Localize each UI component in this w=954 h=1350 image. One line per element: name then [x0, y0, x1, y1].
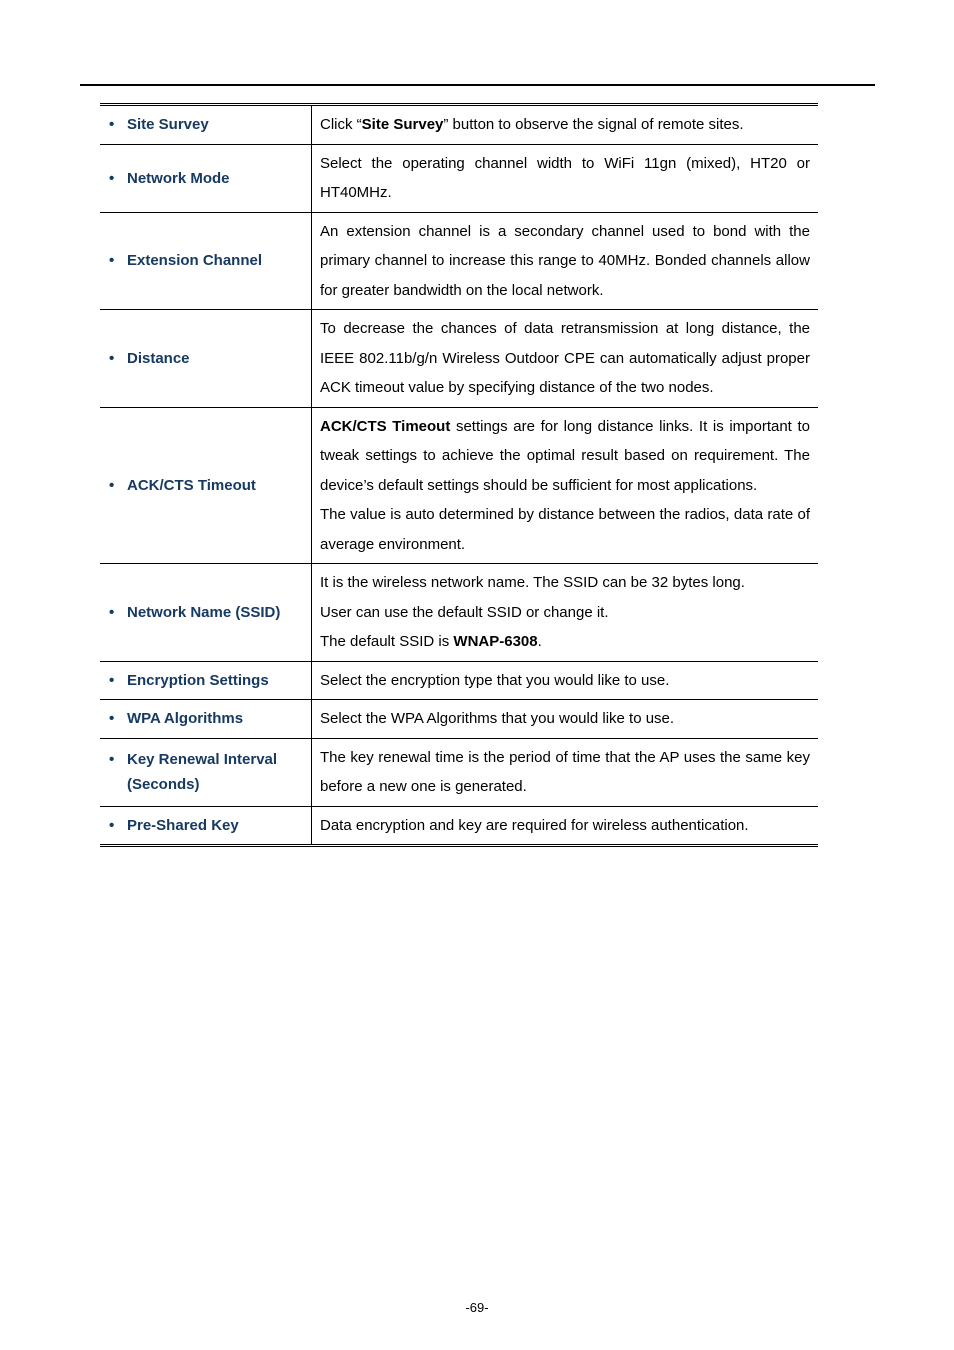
bullet-item [108, 112, 303, 137]
parameter-description [312, 738, 819, 806]
bullet-item [108, 473, 303, 498]
bullet-icon: • [109, 252, 115, 270]
table-row [100, 661, 818, 700]
parameter-name-cell [100, 806, 312, 846]
header-rule [80, 84, 875, 86]
parameter-name: WPA Algorithms [127, 710, 244, 728]
parameter-description [312, 661, 819, 700]
bullet-item [108, 706, 303, 731]
table-row [100, 806, 818, 846]
parameter-description [312, 212, 819, 310]
table-row [100, 310, 818, 408]
parameter-name-cell [100, 700, 312, 739]
parameter-description [312, 407, 819, 564]
parameter-description [312, 700, 819, 739]
parameter-name-cell [100, 738, 312, 806]
parameter-name: Pre-Shared Key [127, 816, 239, 834]
description-text: Select the operating channel width to WiFi 11gn (mixed), HT20 or HT40MHz. [320, 154, 810, 201]
table-row [100, 105, 818, 145]
description-text: Select the encryption type that you would like to use. [320, 671, 670, 689]
page-number: -69- [465, 1300, 489, 1315]
parameter-name-cell [100, 310, 312, 408]
bullet-icon: • [109, 349, 115, 367]
bullet-item [108, 600, 303, 625]
description-text: The key renewal time is the period of time that the AP uses the same key before a new one is generated. [320, 748, 810, 795]
description-text: To decrease the chances of data retransmission at long distance, the IEEE 802.11b/g/n Wireless Outdoor CPE can automatically adjust proper ACK timeout value by specifying distance of the two nodes. [320, 320, 810, 396]
bullet-icon: • [109, 816, 115, 834]
bullet-icon: • [109, 476, 115, 494]
bullet-item [108, 813, 303, 838]
description-text: . [537, 633, 542, 650]
parameter-name-cell [100, 105, 312, 145]
bullet-icon: • [109, 116, 115, 134]
parameter-name: Distance [127, 349, 190, 367]
parameter-name: Network Name (SSID) [127, 603, 281, 621]
parameter-description [312, 105, 819, 145]
parameter-name: Encryption Settings [127, 671, 269, 689]
description-text: Data encryption and key are required for wireless authentication. [320, 816, 749, 834]
parameter-name-cell [100, 212, 312, 310]
bullet-item [108, 248, 303, 273]
parameter-name: Extension Channel [127, 252, 263, 270]
description-bold-text: Site Survey [361, 116, 444, 133]
bullet-icon: • [109, 671, 115, 689]
parameter-description [312, 564, 819, 662]
bullet-item [108, 747, 303, 797]
table-row [100, 564, 818, 662]
bullet-icon: • [109, 710, 115, 728]
description-bold-text: WNAP-6308 [453, 633, 538, 650]
description-text: ” button to observe the signal of remote sites. [443, 116, 744, 133]
table-row [100, 144, 818, 212]
parameter-name: Site Survey [127, 116, 209, 134]
description-text: User can use the default SSID or change it. [320, 603, 609, 621]
table-row [100, 407, 818, 564]
table-row [100, 700, 818, 739]
parameter-description [312, 806, 819, 846]
bullet-icon: • [109, 603, 115, 621]
parameter-table-body [100, 105, 818, 846]
description-bold-text: ACK/CTS Timeout [320, 417, 451, 435]
description-text: It is the wireless network name. The SSID can be 32 bytes long. [320, 574, 745, 591]
description-text: Click “ [320, 116, 362, 133]
description-text: The value is auto determined by distance between the radios, data rate of average environment. [320, 506, 810, 553]
parameter-name: ACK/CTS Timeout [127, 476, 256, 494]
parameter-name-cell [100, 144, 312, 212]
table-row [100, 212, 818, 310]
parameter-table [100, 103, 818, 847]
description-text: An extension channel is a secondary channel used to bond with the primary channel to increase this range to 40MHz. Bonded channels allow for greater bandwidth on the local network. [320, 222, 810, 299]
bullet-item [108, 668, 303, 693]
bullet-item [108, 166, 303, 191]
parameter-name: Network Mode [127, 169, 230, 187]
parameter-name: Key Renewal Interval (Seconds) [127, 751, 278, 793]
parameter-name-cell [100, 407, 312, 564]
parameter-name-cell [100, 661, 312, 700]
bullet-icon: • [109, 751, 115, 768]
description-text: settings are for long distance links. It is important to tweak settings to achieve the optimal result based on requirement. The device’s default settings should be sufficient for most applications. [320, 417, 810, 494]
description-text: The default SSID is [320, 633, 454, 650]
parameter-description [312, 144, 819, 212]
table-row [100, 738, 818, 806]
bullet-item [108, 346, 303, 371]
bullet-icon: • [109, 169, 115, 187]
parameter-description [312, 310, 819, 408]
description-text: Select the WPA Algorithms that you would like to use. [320, 710, 675, 727]
parameter-name-cell [100, 564, 312, 662]
